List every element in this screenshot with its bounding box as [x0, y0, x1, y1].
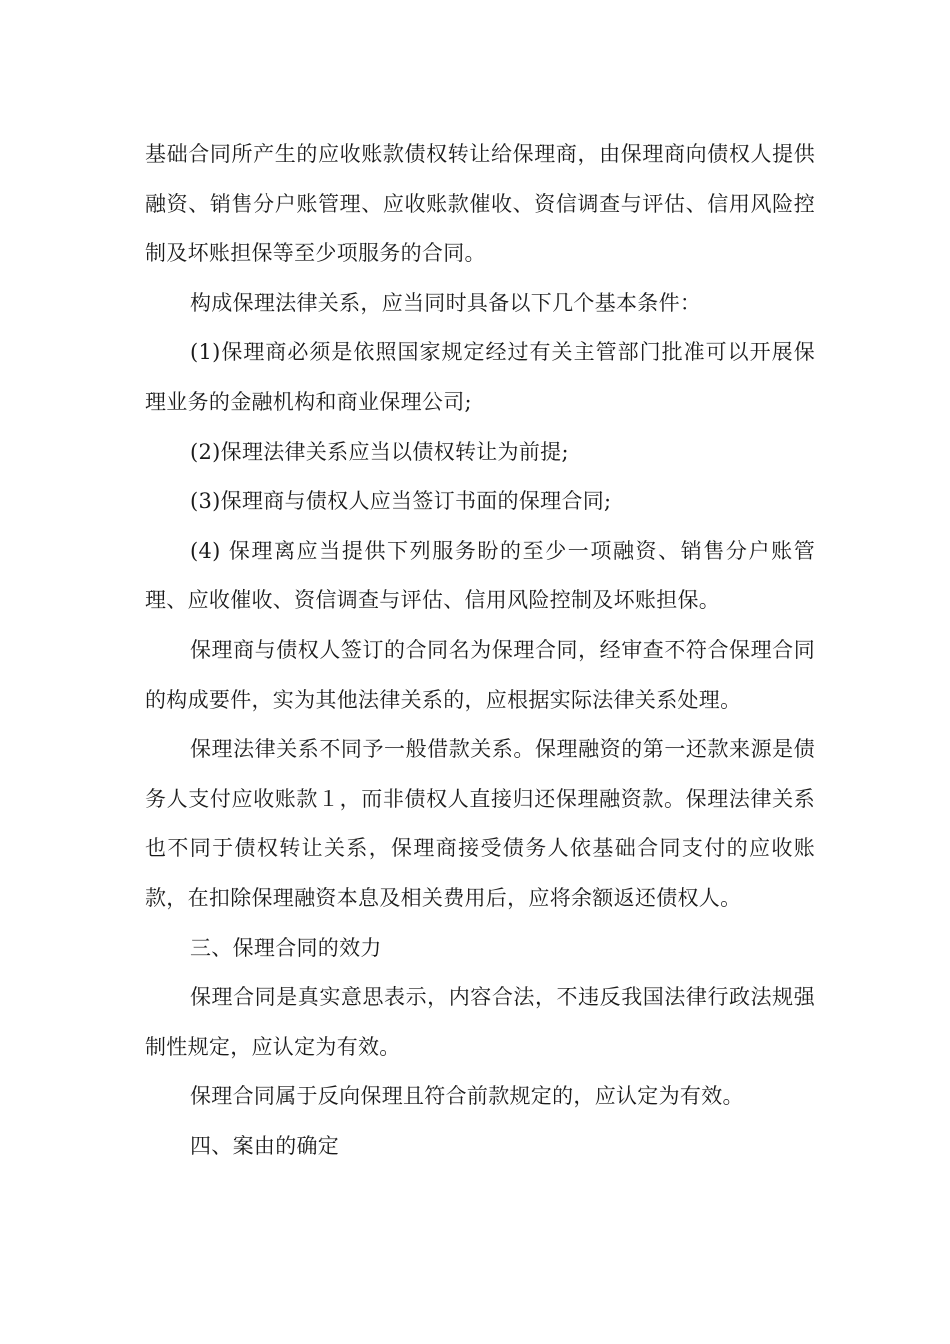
paragraph-validity: 保理合同是真实意思表示，内容合法，不违反我国法律行政法规强制性规定，应认定为有效。 — [145, 985, 815, 1059]
list-item-condition-4: (4) 保理离应当提供下列服务盼的至少一项融资、销售分户账管理、应收催收、资信调查与评估、信用风险控制及坏账担保。 — [145, 538, 815, 613]
list-item-condition-1: (1)保理商必须是依照国家规定经过有关主管部门批准可以开展保理业务的金融机构和商业保理公司; — [145, 340, 815, 414]
paragraph-relationship-distinction: 保理法律关系不同予一般借款关系。保理融资的第一还款来源是债务人支付应收账款１，而非债权人直接归还保理融资款。保理法律关系也不同于债权转让关系，保理商接受债务人依基础合同支付的应收账款，在扣除保理融资本息及相关费用后，应将余额返还债权人。 — [145, 737, 815, 910]
paragraph-conditions-intro: 构成保理法律关系，应当同时具备以下几个基本条件： — [190, 290, 702, 315]
paragraph-reverse-factoring: 保理合同属于反向保理且符合前款规定的，应认定为有效。 — [190, 1084, 744, 1109]
list-item-condition-2: (2)保理法律关系应当以债权转让为前提; — [190, 439, 569, 464]
document-body — [145, 130, 815, 1171]
section-heading-cause-of-action: 四、案由的确定 — [190, 1133, 340, 1158]
section-heading-validity: 三、保理合同的效力 — [190, 935, 382, 960]
paragraph-nominal-contract: 保理商与债权人签订的合同名为保理合同，经审查不符合保理合同的构成要件，实为其他法律关系的，应根据实际法律关系处理。 — [145, 637, 815, 712]
paragraph-continuation: 基础合同所产生的应收账款债权转让给保理商，由保理商向债权人提供融资、销售分户账管理、应收账款催收、资信调查与评估、信用风险控制及坏账担保等至少项服务的合同。 — [145, 142, 815, 266]
list-item-condition-3: (3)保理商与债权人应当签订书面的保理合同; — [190, 489, 612, 514]
